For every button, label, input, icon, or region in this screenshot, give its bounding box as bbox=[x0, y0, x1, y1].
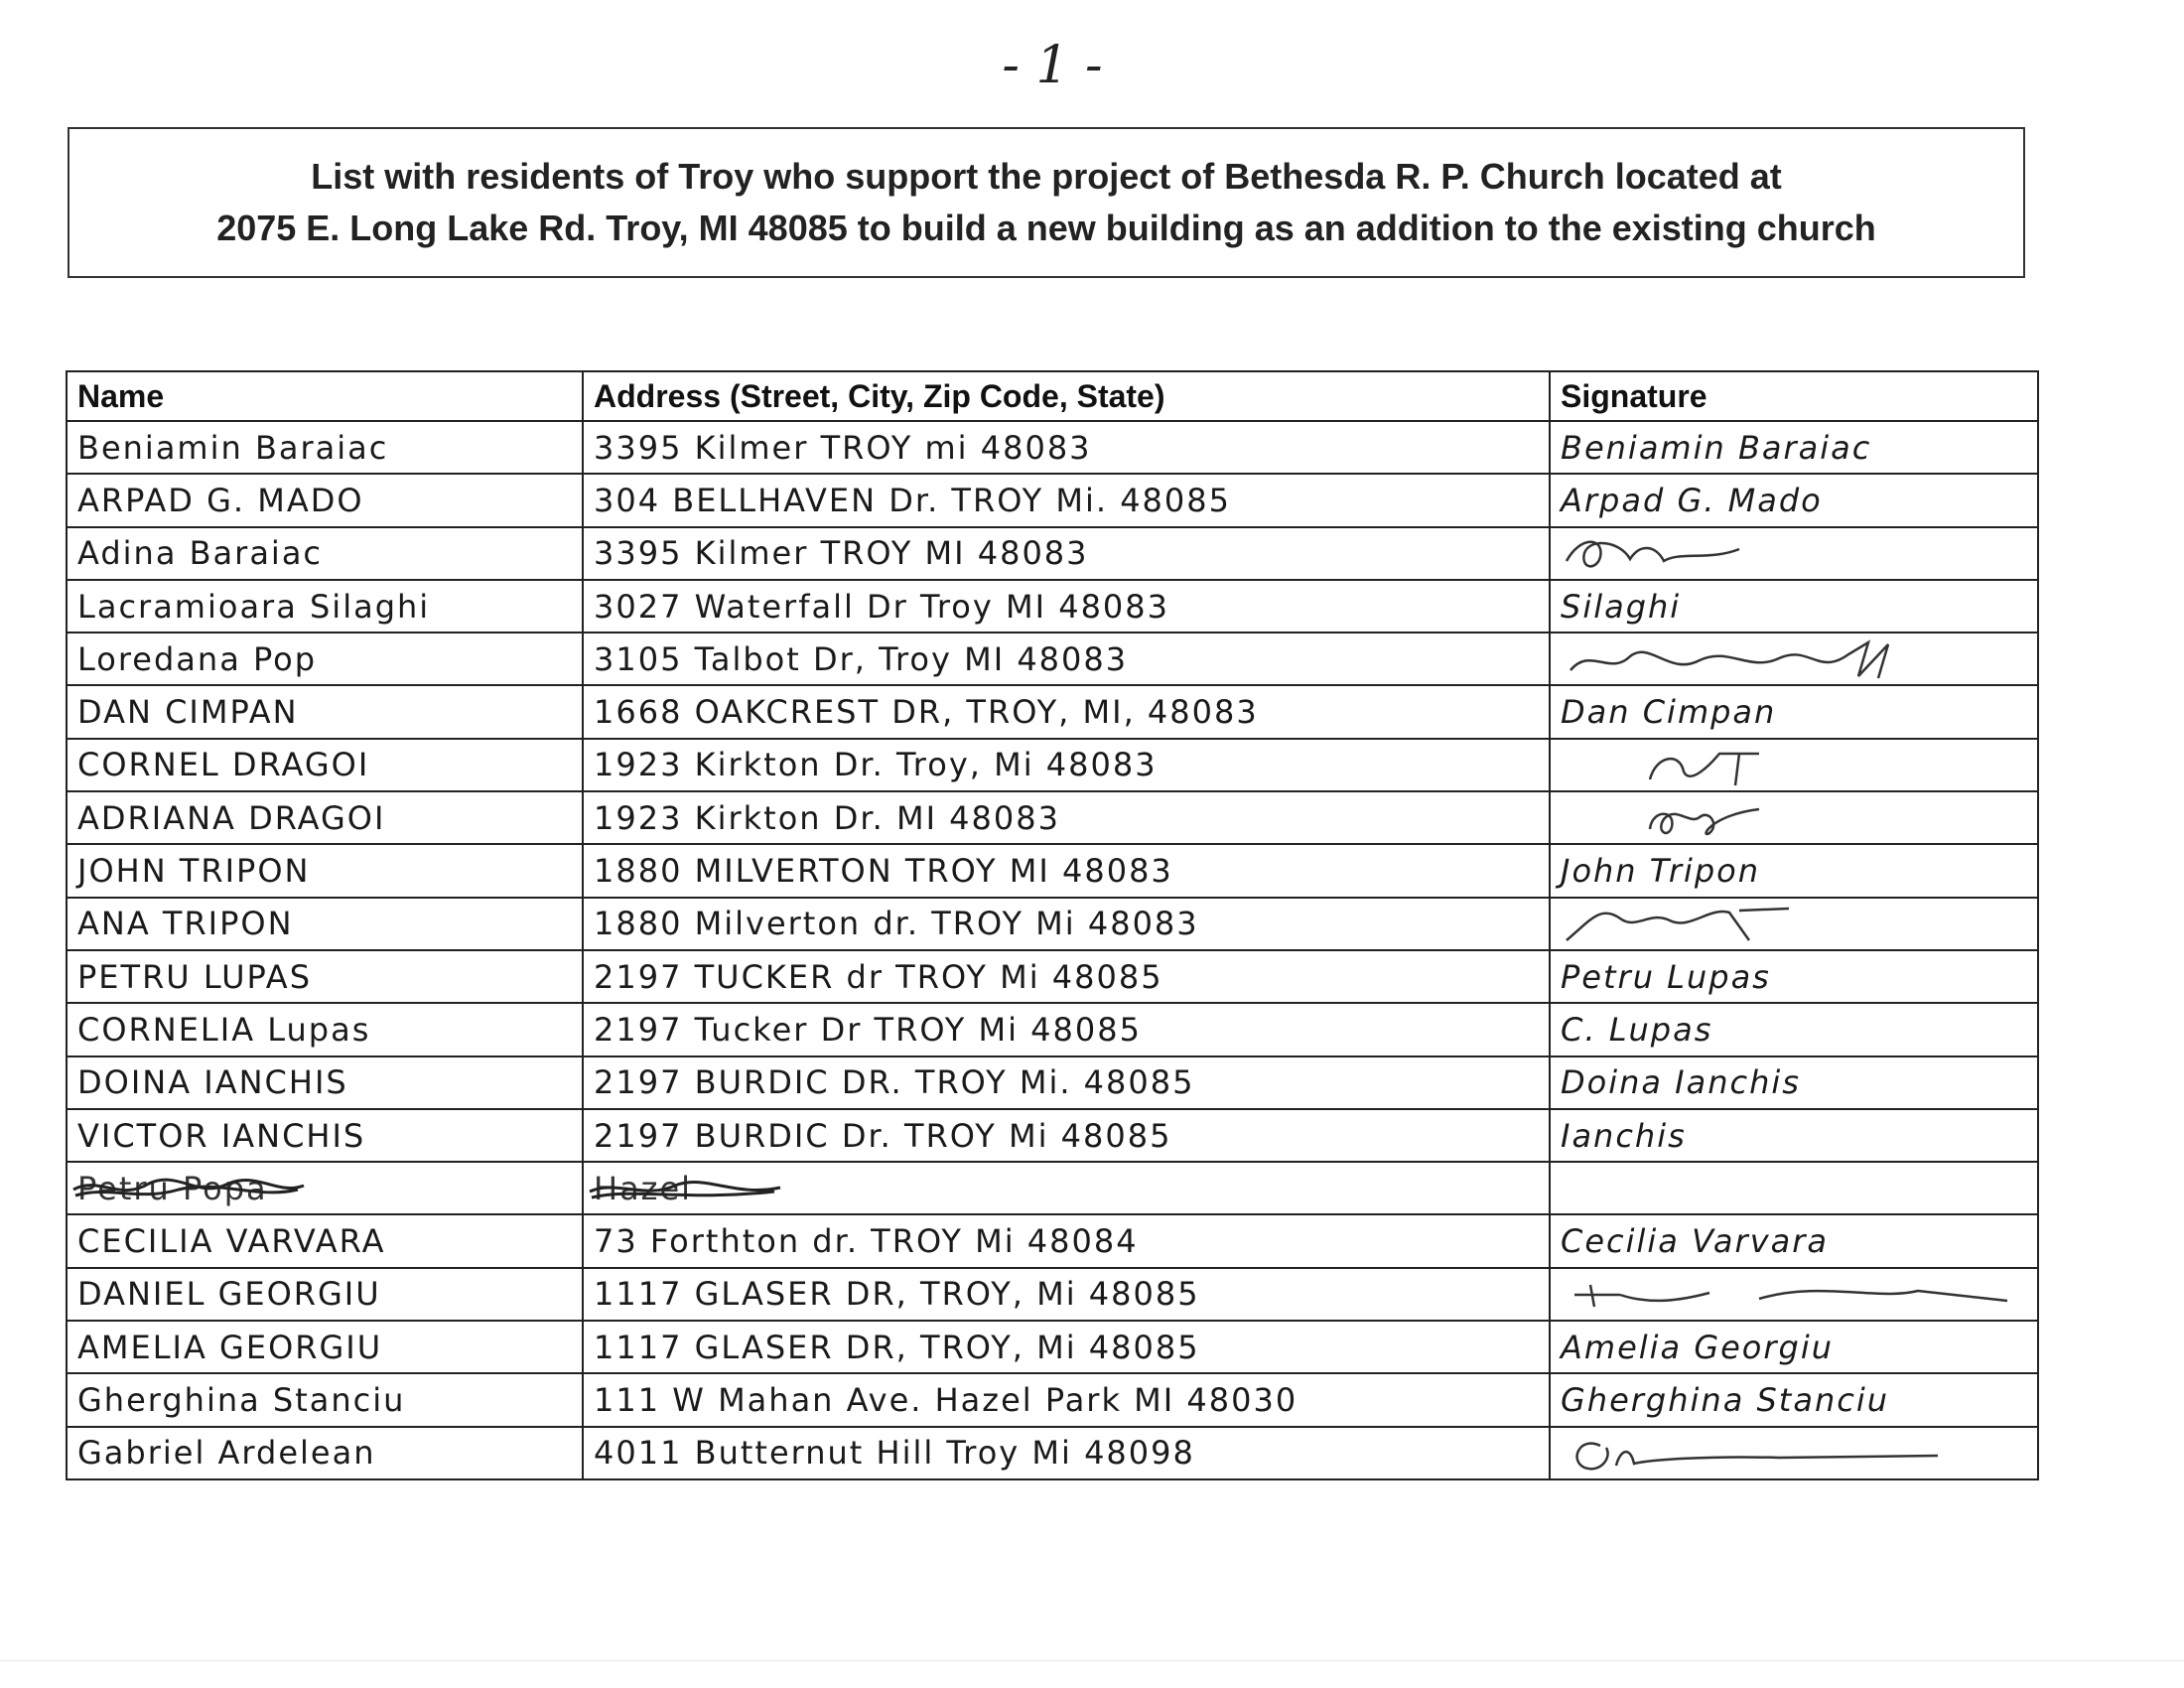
address-cell: 4011 Butternut Hill Troy Mi 48098 bbox=[583, 1427, 1550, 1479]
signature-cell: C. Lupas bbox=[1550, 1003, 2038, 1055]
signature-cell bbox=[1550, 1427, 2038, 1479]
signature-cell: Petru Lupas bbox=[1550, 950, 2038, 1003]
table-row bbox=[67, 1321, 2038, 1373]
address-cell bbox=[583, 1162, 1550, 1214]
address-cell: 2197 BURDIC DR. TROY Mi. 48085 bbox=[583, 1056, 1550, 1109]
name-cell: Loredana Pop bbox=[67, 633, 583, 685]
table-row bbox=[67, 844, 2038, 897]
signature-scrawl-icon bbox=[1561, 636, 1958, 682]
name-cell: AMELIA GEORGIU bbox=[67, 1321, 583, 1373]
residents-table bbox=[66, 370, 2039, 1480]
signature-scrawl-icon bbox=[1561, 795, 1858, 841]
signature-cell: Silaghi bbox=[1550, 580, 2038, 633]
address-cell: 3027 Waterfall Dr Troy MI 48083 bbox=[583, 580, 1550, 633]
address-cell: 1117 GLASER DR, TROY, Mi 48085 bbox=[583, 1321, 1550, 1373]
table-row bbox=[67, 1109, 2038, 1162]
scribble-icon bbox=[586, 1166, 784, 1209]
table-row bbox=[67, 527, 2038, 580]
address-cell: 304 BELLHAVEN Dr. TROY Mi. 48085 bbox=[583, 474, 1550, 526]
name-cell bbox=[67, 1162, 583, 1214]
signature-cell: Ianchis bbox=[1550, 1109, 2038, 1162]
signature-cell bbox=[1550, 527, 2038, 580]
name-cell: Adina Baraiac bbox=[67, 527, 583, 580]
address-cell: 1880 MILVERTON TROY MI 48083 bbox=[583, 844, 1550, 897]
column-header-address: Address (Street, City, Zip Code, State) bbox=[583, 371, 1550, 421]
address-cell: 2197 TUCKER dr TROY Mi 48085 bbox=[583, 950, 1550, 1003]
table-row bbox=[67, 898, 2038, 950]
address-cell: 3105 Talbot Dr, Troy MI 48083 bbox=[583, 633, 1550, 685]
signature-scrawl-icon bbox=[1561, 901, 1878, 946]
table-row bbox=[67, 474, 2038, 526]
table-row bbox=[67, 421, 2038, 474]
table-row bbox=[67, 739, 2038, 791]
signature-scrawl-icon bbox=[1561, 1271, 2017, 1317]
name-cell: DOINA IANCHIS bbox=[67, 1056, 583, 1109]
signature-cell: John Tripon bbox=[1550, 844, 2038, 897]
name-cell: Beniamin Baraiac bbox=[67, 421, 583, 474]
signature-cell: Gherghina Stanciu bbox=[1550, 1373, 2038, 1426]
signature-scrawl-icon bbox=[1561, 531, 1878, 575]
signature-cell bbox=[1550, 739, 2038, 791]
document-title-box bbox=[68, 127, 2025, 278]
address-cell: 1923 Kirkton Dr. MI 48083 bbox=[583, 791, 1550, 844]
name-cell: PETRU LUPAS bbox=[67, 950, 583, 1003]
table-row bbox=[67, 1214, 2038, 1267]
signature-cell bbox=[1550, 1268, 2038, 1321]
name-cell: DAN CIMPAN bbox=[67, 685, 583, 738]
name-cell: CORNELIA Lupas bbox=[67, 1003, 583, 1055]
address-cell: 73 Forthton dr. TROY Mi 48084 bbox=[583, 1214, 1550, 1267]
name-cell: VICTOR IANCHIS bbox=[67, 1109, 583, 1162]
struck-address-text: Hazel bbox=[594, 1169, 693, 1207]
table-row bbox=[67, 580, 2038, 633]
name-cell: Lacramioara Silaghi bbox=[67, 580, 583, 633]
table-row bbox=[67, 791, 2038, 844]
address-cell: 2197 BURDIC Dr. TROY Mi 48085 bbox=[583, 1109, 1550, 1162]
address-cell: 3395 Kilmer TROY mi 48083 bbox=[583, 421, 1550, 474]
signature-cell: Dan Cimpan bbox=[1550, 685, 2038, 738]
address-cell: 111 W Mahan Ave. Hazel Park MI 48030 bbox=[583, 1373, 1550, 1426]
table-row bbox=[67, 1268, 2038, 1321]
address-cell: 2197 Tucker Dr TROY Mi 48085 bbox=[583, 1003, 1550, 1055]
title-line-2: 2075 E. Long Lake Rd. Troy, MI 48085 to build a new building as an addition to the existing church bbox=[216, 208, 1876, 248]
struck-address bbox=[594, 1170, 692, 1207]
table-row bbox=[67, 1427, 2038, 1479]
struck-name-text: Petru Popa bbox=[77, 1169, 268, 1207]
scribble-icon bbox=[69, 1166, 308, 1209]
table-row bbox=[67, 1162, 2038, 1214]
signature-cell: Doina Ianchis bbox=[1550, 1056, 2038, 1109]
signature-cell: Arpad G. Mado bbox=[1550, 474, 2038, 526]
name-cell: ANA TRIPON bbox=[67, 898, 583, 950]
signature-cell bbox=[1550, 791, 2038, 844]
address-cell: 1117 GLASER DR, TROY, Mi 48085 bbox=[583, 1268, 1550, 1321]
column-header-signature: Signature bbox=[1550, 371, 2038, 421]
table-row bbox=[67, 950, 2038, 1003]
page-bottom-edge bbox=[0, 1660, 2184, 1661]
struck-name bbox=[77, 1170, 268, 1207]
name-cell: JOHN TRIPON bbox=[67, 844, 583, 897]
title-line-1: List with residents of Troy who support the project of Bethesda R. P. Church located at bbox=[311, 156, 1782, 197]
address-cell: 3395 Kilmer TROY MI 48083 bbox=[583, 527, 1550, 580]
table-header-row bbox=[67, 371, 2038, 421]
table-row bbox=[67, 633, 2038, 685]
column-header-name: Name bbox=[67, 371, 583, 421]
table-row bbox=[67, 685, 2038, 738]
name-cell: ARPAD G. MADO bbox=[67, 474, 583, 526]
table-row bbox=[67, 1056, 2038, 1109]
signature-scrawl-icon bbox=[1561, 1430, 1978, 1476]
page-number: - 1 - bbox=[1002, 36, 1103, 95]
name-cell: CORNEL DRAGOI bbox=[67, 739, 583, 791]
signature-cell bbox=[1550, 1162, 2038, 1214]
address-cell: 1668 OAKCREST DR, TROY, MI, 48083 bbox=[583, 685, 1550, 738]
address-cell: 1923 Kirkton Dr. Troy, Mi 48083 bbox=[583, 739, 1550, 791]
signature-cell: Cecilia Varvara bbox=[1550, 1214, 2038, 1267]
table-row bbox=[67, 1003, 2038, 1055]
name-cell: CECILIA VARVARA bbox=[67, 1214, 583, 1267]
name-cell: DANIEL GEORGIU bbox=[67, 1268, 583, 1321]
name-cell: Gherghina Stanciu bbox=[67, 1373, 583, 1426]
signature-cell: Amelia Georgiu bbox=[1550, 1321, 2038, 1373]
signature-cell: Beniamin Baraiac bbox=[1550, 421, 2038, 474]
signature-scrawl-icon bbox=[1561, 742, 1858, 787]
signature-cell bbox=[1550, 898, 2038, 950]
signature-cell bbox=[1550, 633, 2038, 685]
address-cell: 1880 Milverton dr. TROY Mi 48083 bbox=[583, 898, 1550, 950]
name-cell: ADRIANA DRAGOI bbox=[67, 791, 583, 844]
table-row bbox=[67, 1373, 2038, 1426]
name-cell: Gabriel Ardelean bbox=[67, 1427, 583, 1479]
